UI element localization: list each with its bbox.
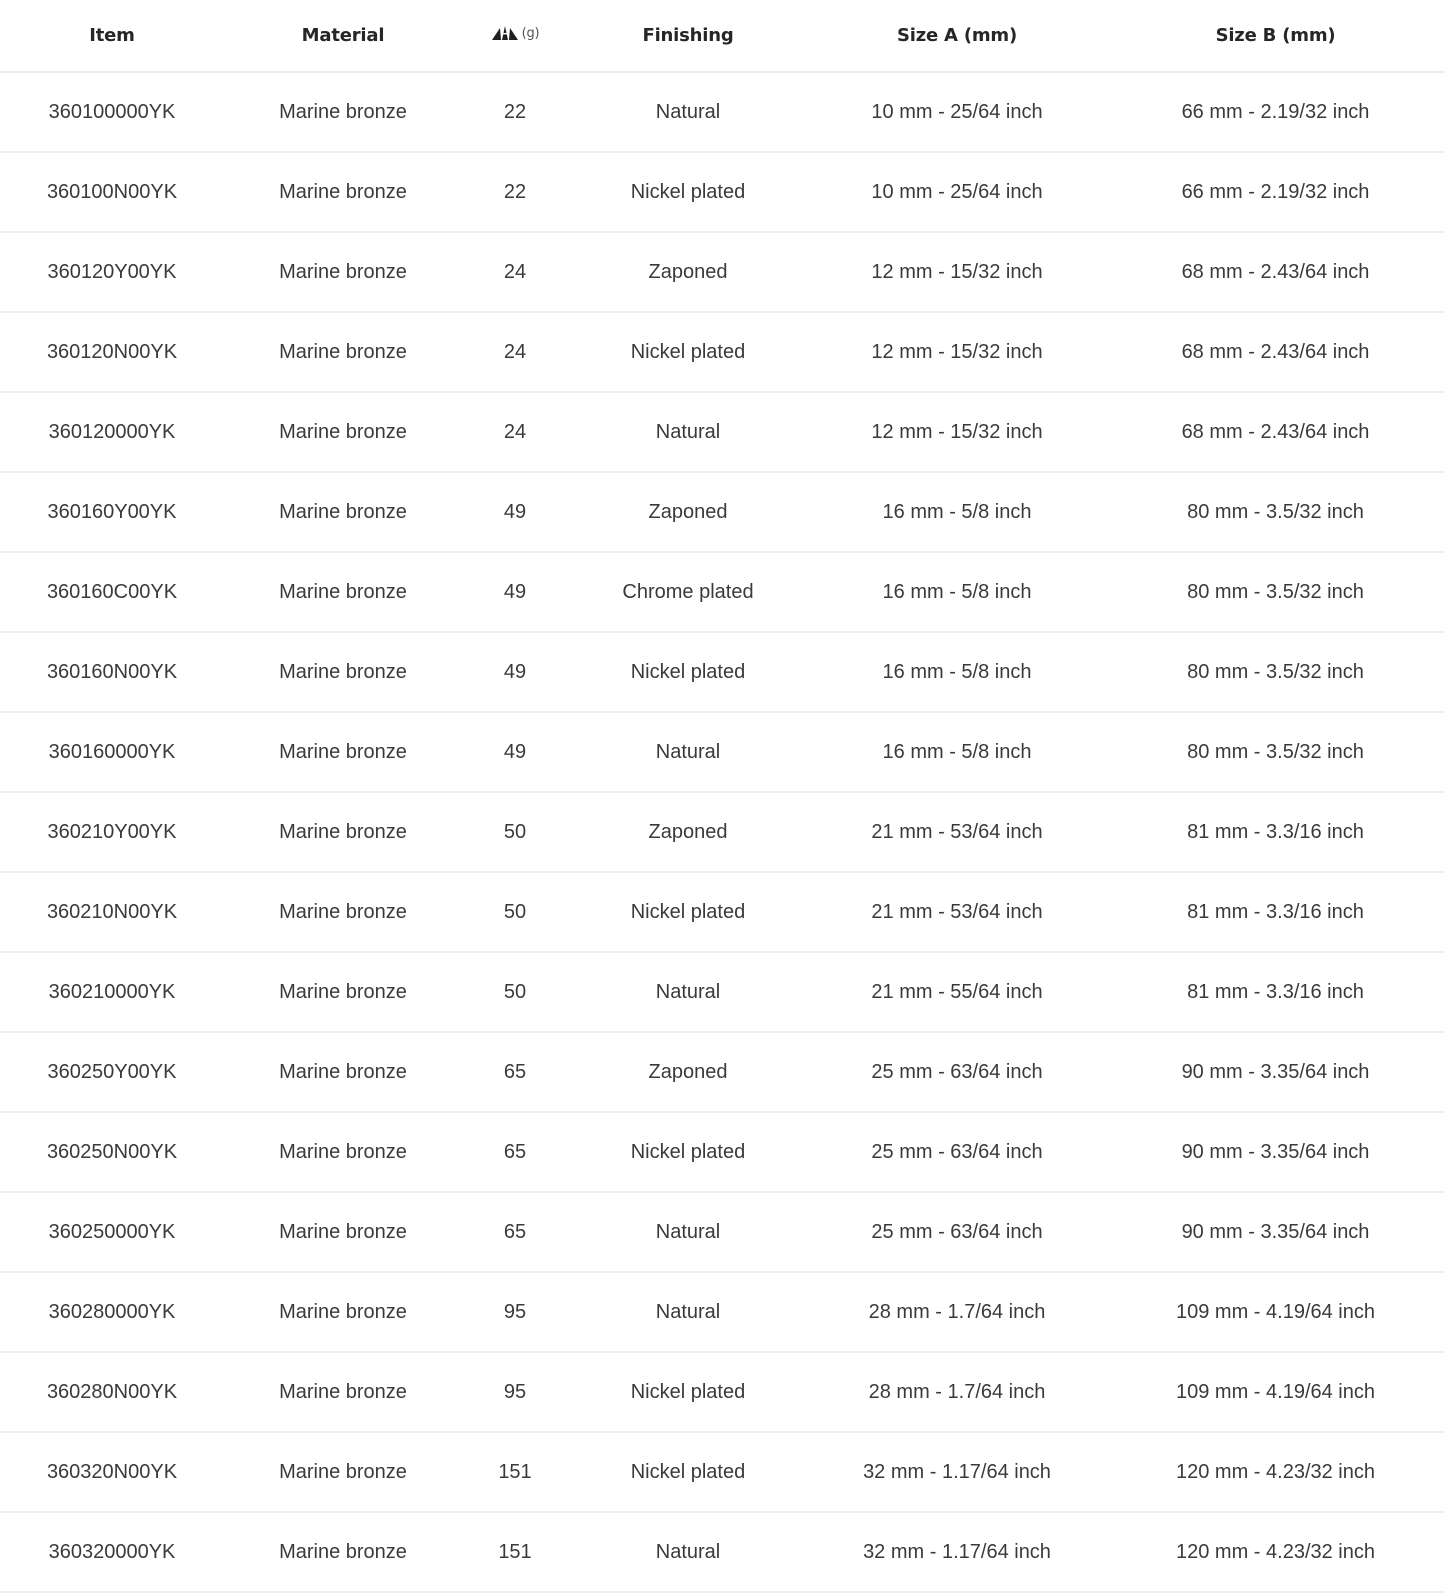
cell-item: 360320000YK [0,1512,224,1592]
cell-weight: 22 [462,72,568,152]
table-row [0,1352,1445,1432]
cell-material: Marine bronze [224,72,462,152]
cell-finishing: Zaponed [568,472,808,552]
cell-weight: 49 [462,472,568,552]
cell-material: Marine bronze [224,632,462,712]
cell-finishing: Natural [568,392,808,472]
cell-size-a: 25 mm - 63/64 inch [808,1192,1106,1272]
header-row [0,0,1445,72]
table-row [0,232,1445,312]
cell-weight: 95 [462,1272,568,1352]
cell-size-a: 10 mm - 25/64 inch [808,72,1106,152]
table-row [0,552,1445,632]
cell-item: 360100000YK [0,72,224,152]
header-finishing: Finishing [568,0,808,72]
cell-item: 360280000YK [0,1272,224,1352]
cell-item: 360210Y00YK [0,792,224,872]
cell-finishing: Nickel plated [568,1112,808,1192]
cell-finishing: Nickel plated [568,632,808,712]
cell-item: 360120000YK [0,392,224,472]
cell-size-b: 68 mm - 2.43/64 inch [1106,312,1445,392]
table-row [0,632,1445,712]
cell-finishing: Natural [568,1272,808,1352]
cell-item: 360250000YK [0,1192,224,1272]
cell-finishing: Nickel plated [568,312,808,392]
cell-weight: 50 [462,792,568,872]
cell-material: Marine bronze [224,152,462,232]
table-body [0,72,1445,1592]
cell-size-b: 68 mm - 2.43/64 inch [1106,232,1445,312]
cell-size-b: 81 mm - 3.3/16 inch [1106,872,1445,952]
table-row [0,872,1445,952]
cell-finishing: Zaponed [568,792,808,872]
cell-material: Marine bronze [224,792,462,872]
cell-weight: 151 [462,1432,568,1512]
cell-material: Marine bronze [224,712,462,792]
cell-material: Marine bronze [224,472,462,552]
cell-finishing: Natural [568,72,808,152]
cell-weight: 49 [462,632,568,712]
cell-material: Marine bronze [224,1512,462,1592]
table-row [0,792,1445,872]
cell-material: Marine bronze [224,1272,462,1352]
cell-size-a: 12 mm - 15/32 inch [808,232,1106,312]
table-row [0,1192,1445,1272]
cell-weight: 22 [462,152,568,232]
cell-weight: 65 [462,1192,568,1272]
table-row [0,392,1445,472]
cell-weight: 95 [462,1352,568,1432]
cell-size-a: 16 mm - 5/8 inch [808,712,1106,792]
cell-size-b: 66 mm - 2.19/32 inch [1106,72,1445,152]
table-header [0,0,1445,72]
table-row [0,472,1445,552]
cell-material: Marine bronze [224,1192,462,1272]
cell-finishing: Chrome plated [568,552,808,632]
cell-material: Marine bronze [224,552,462,632]
table-row [0,1112,1445,1192]
cell-size-a: 25 mm - 63/64 inch [808,1032,1106,1112]
cell-material: Marine bronze [224,1112,462,1192]
cell-weight: 65 [462,1112,568,1192]
cell-size-a: 12 mm - 15/32 inch [808,392,1106,472]
cell-item: 360100N00YK [0,152,224,232]
cell-finishing: Nickel plated [568,872,808,952]
cell-size-b: 109 mm - 4.19/64 inch [1106,1352,1445,1432]
table-row [0,712,1445,792]
cell-weight: 49 [462,712,568,792]
header-material: Material [224,0,462,72]
weight-icon [491,25,519,41]
cell-size-a: 21 mm - 53/64 inch [808,872,1106,952]
cell-size-b: 90 mm - 3.35/64 inch [1106,1112,1445,1192]
cell-size-b: 90 mm - 3.35/64 inch [1106,1192,1445,1272]
header-weight [462,0,568,72]
cell-item: 360280N00YK [0,1352,224,1432]
cell-finishing: Zaponed [568,232,808,312]
cell-weight: 50 [462,872,568,952]
cell-size-a: 28 mm - 1.7/64 inch [808,1272,1106,1352]
cell-weight: 49 [462,552,568,632]
cell-size-a: 16 mm - 5/8 inch [808,472,1106,552]
cell-size-b: 120 mm - 4.23/32 inch [1106,1432,1445,1512]
cell-size-b: 80 mm - 3.5/32 inch [1106,552,1445,632]
table-row [0,72,1445,152]
cell-size-a: 16 mm - 5/8 inch [808,552,1106,632]
cell-size-a: 25 mm - 63/64 inch [808,1112,1106,1192]
cell-size-a: 16 mm - 5/8 inch [808,632,1106,712]
cell-finishing: Nickel plated [568,1432,808,1512]
table-row [0,1272,1445,1352]
cell-size-b: 66 mm - 2.19/32 inch [1106,152,1445,232]
cell-size-a: 10 mm - 25/64 inch [808,152,1106,232]
cell-weight: 50 [462,952,568,1032]
cell-material: Marine bronze [224,392,462,472]
header-size-a: Size A (mm) [808,0,1106,72]
cell-size-a: 32 mm - 1.17/64 inch [808,1512,1106,1592]
cell-item: 360250Y00YK [0,1032,224,1112]
cell-item: 360120Y00YK [0,232,224,312]
cell-size-b: 109 mm - 4.19/64 inch [1106,1272,1445,1352]
table-row [0,312,1445,392]
cell-weight: 24 [462,392,568,472]
cell-weight: 24 [462,312,568,392]
header-item: Item [0,0,224,72]
header-size-b: Size B (mm) [1106,0,1445,72]
cell-item: 360320N00YK [0,1432,224,1512]
cell-finishing: Nickel plated [568,1352,808,1432]
cell-weight: 151 [462,1512,568,1592]
cell-size-a: 28 mm - 1.7/64 inch [808,1352,1106,1432]
cell-item: 360160000YK [0,712,224,792]
cell-size-a: 32 mm - 1.17/64 inch [808,1432,1106,1512]
cell-weight: 65 [462,1032,568,1112]
cell-size-b: 68 mm - 2.43/64 inch [1106,392,1445,472]
cell-size-a: 12 mm - 15/32 inch [808,312,1106,392]
cell-size-b: 81 mm - 3.3/16 inch [1106,792,1445,872]
cell-size-b: 80 mm - 3.5/32 inch [1106,472,1445,552]
cell-finishing: Natural [568,1192,808,1272]
cell-material: Marine bronze [224,952,462,1032]
table-row [0,152,1445,232]
cell-material: Marine bronze [224,1432,462,1512]
cell-material: Marine bronze [224,312,462,392]
cell-item: 360210000YK [0,952,224,1032]
cell-material: Marine bronze [224,232,462,312]
cell-item: 360210N00YK [0,872,224,952]
weight-unit: (g) [521,25,540,41]
cell-size-b: 120 mm - 4.23/32 inch [1106,1512,1445,1592]
cell-item: 360120N00YK [0,312,224,392]
table-row [0,1512,1445,1592]
cell-weight: 24 [462,232,568,312]
cell-item: 360160Y00YK [0,472,224,552]
table-row [0,1032,1445,1112]
cell-size-b: 80 mm - 3.5/32 inch [1106,632,1445,712]
cell-material: Marine bronze [224,1032,462,1112]
cell-finishing: Natural [568,952,808,1032]
cell-finishing: Natural [568,712,808,792]
cell-finishing: Natural [568,1512,808,1592]
cell-item: 360160C00YK [0,552,224,632]
cell-size-b: 81 mm - 3.3/16 inch [1106,952,1445,1032]
table-row [0,1432,1445,1512]
cell-item: 360250N00YK [0,1112,224,1192]
cell-finishing: Nickel plated [568,152,808,232]
cell-size-a: 21 mm - 53/64 inch [808,792,1106,872]
cell-item: 360160N00YK [0,632,224,712]
cell-material: Marine bronze [224,1352,462,1432]
cell-size-b: 90 mm - 3.35/64 inch [1106,1032,1445,1112]
cell-size-b: 80 mm - 3.5/32 inch [1106,712,1445,792]
table-row [0,952,1445,1032]
cell-finishing: Zaponed [568,1032,808,1112]
cell-size-a: 21 mm - 55/64 inch [808,952,1106,1032]
cell-material: Marine bronze [224,872,462,952]
